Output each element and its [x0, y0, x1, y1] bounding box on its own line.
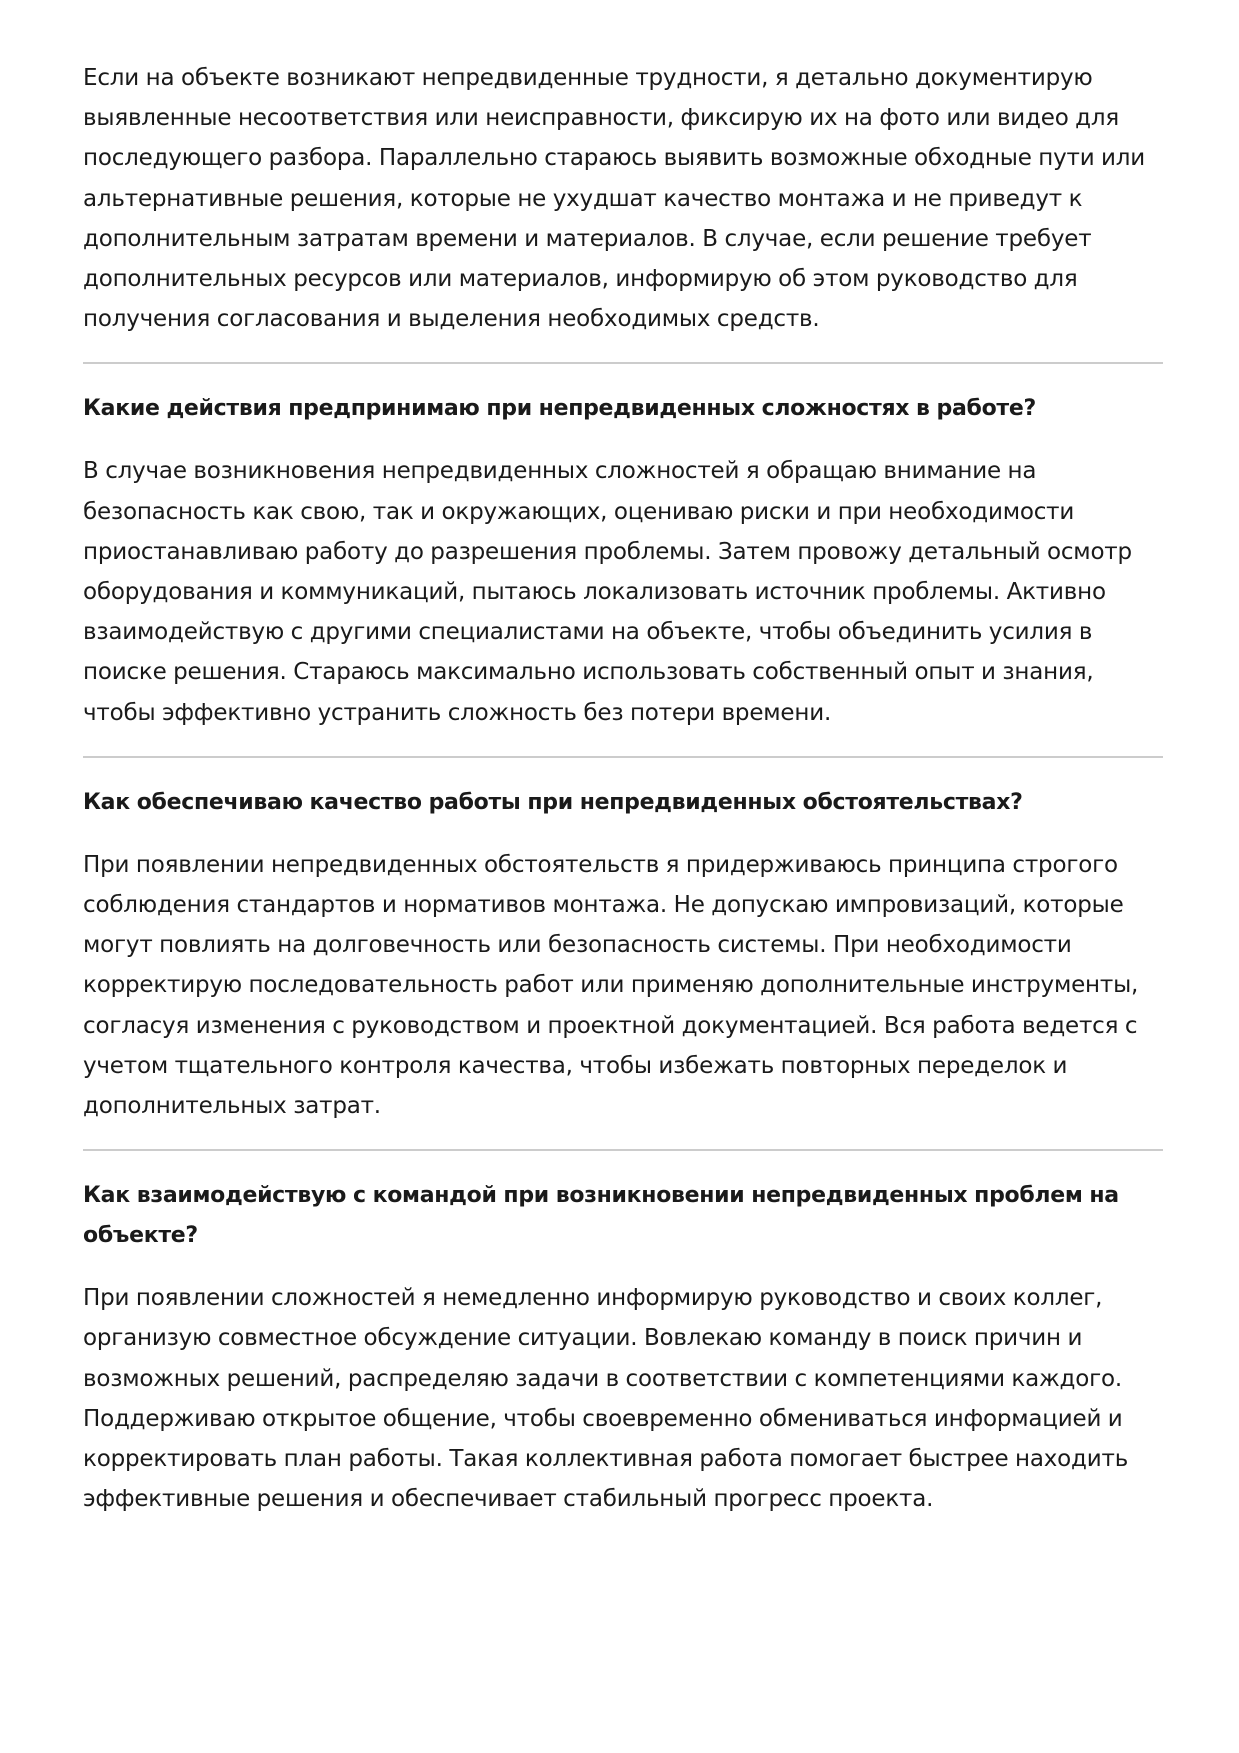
- section-heading: Какие действия предпринимаю при непредвиденных сложностях в работе?: [83, 396, 1036, 422]
- document-page: [83, 58, 1163, 1519]
- section-3: [83, 1151, 1163, 1519]
- section-paragraph: При появлении непредвиденных обстоятельств я придерживаюсь принципа строгого соблюдения стандартов и нормативов монтажа. Не допускаю импровизаций, которые могут повлиять на долговечность или безопасность системы. При необходимости корректирую последовательность работ или применяю дополнительные инструменты, согласуя изменения с руководством и проектной документацией. Вся работа ведется с учетом тщательного контроля качества, чтобы избежать повторных переделок и дополнительных затрат.: [83, 851, 1139, 1120]
- section-1: [83, 364, 1163, 732]
- section-paragraph: В случае возникновения непредвиденных сложностей я обращаю внимание на безопасность как свою, так и окружающих, оцениваю риски и при необходимости приостанавливаю работу до разрешения проблемы. Затем провожу детальный осмотр оборудования и коммуникаций, пытаюсь локализовать источник проблемы. Активно взаимодействую с другими специалистами на объекте, чтобы объединить усилия в поиске решения. Стараюсь максимально использовать собственный опыт и знания, чтобы эффективно устранить сложность без потери времени.: [83, 458, 1132, 726]
- section-paragraph: При появлении сложностей я немедленно информирую руководство и своих коллег, организую совместное обсуждение ситуации. Вовлекаю команду в поиск причин и возможных решений, распределяю задачи в соответствии с компетенциями каждого. Поддерживаю открытое общение, чтобы своевременно обмениваться информацией и корректировать план работы. Такая коллективная работа помогает быстрее находить эффективные решения и обеспечивает стабильный прогресс проекта.: [83, 1285, 1129, 1513]
- section-heading: Как обеспечиваю качество работы при непредвиденных обстоятельствах?: [83, 789, 1023, 815]
- intro-paragraph: Если на объекте возникают непредвиденные трудности, я детально документирую выявленные несоответствия или неисправности, фиксирую их на фото или видео для последующего разбора. Параллельно стараюсь выявить возможные обходные пути или альтернативные решения, которые не ухудшат качество монтажа и не приведут к дополнительным затратам времени и материалов. В случае, если решение требует дополнительных ресурсов или материалов, информирую об этом руководство для получения согласования и выделения необходимых средств.: [83, 65, 1146, 333]
- section-2: [83, 758, 1163, 1126]
- section-heading: Как взаимодействую с командой при возникновении непредвиденных проблем на объекте?: [83, 1183, 1119, 1249]
